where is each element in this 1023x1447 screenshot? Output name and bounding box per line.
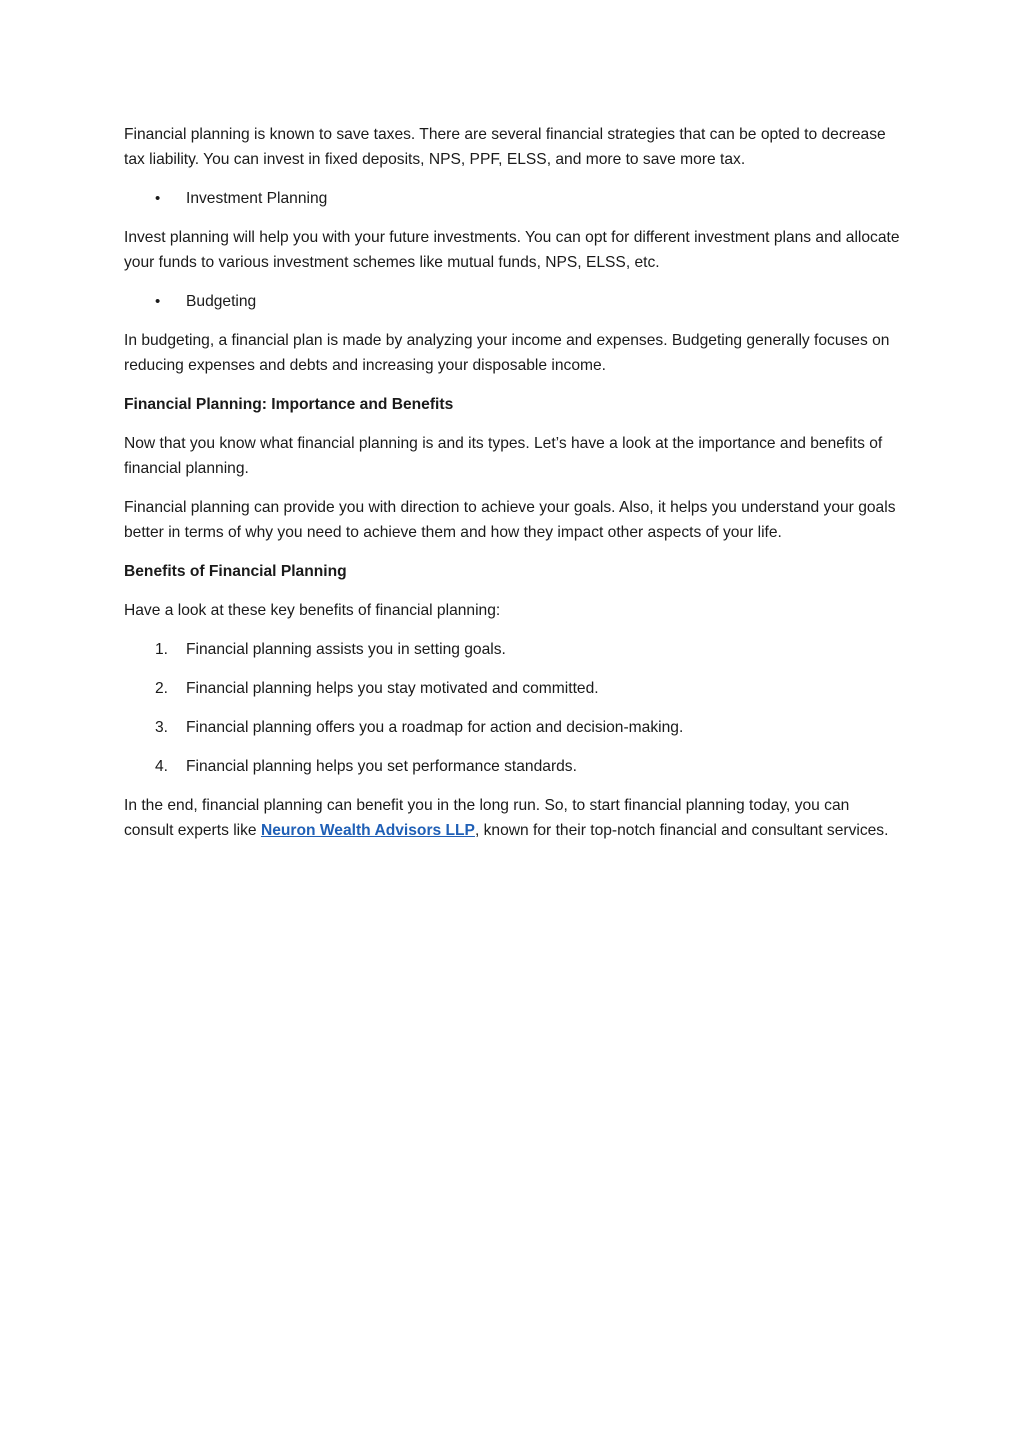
bullet-icon: • [155, 190, 161, 207]
heading-importance-benefits: Financial Planning: Importance and Benefits [124, 396, 454, 413]
list-number: 4. [155, 758, 169, 775]
benefit-text: Financial planning helps you stay motivated and committed. [186, 680, 599, 697]
list-number: 3. [155, 719, 169, 736]
neuron-wealth-advisors-link[interactable]: Neuron Wealth Advisors LLP [260, 822, 475, 839]
paragraph-direction: Financial planning can provide you with direction to achieve your goals. Also, it helps you understand your goals better in terms of why you need to achieve them and how they impact other aspects of your life. [124, 499, 896, 541]
paragraph-tax-savings: Financial planning is known to save taxes. There are several financial strategies that can be opted to decrease tax liability. You can invest in fixed deposits, NPS, PPF, ELSS, and more to save more tax. [124, 126, 886, 168]
list-item [124, 754, 902, 779]
paragraph-investment-planning: Invest planning will help you with your future investments. You can opt for different investment plans and allocate your funds to various investment schemes like mutual funds, NPS, ELSS, etc. [124, 229, 900, 271]
paragraph-closing [124, 793, 902, 843]
list-item [124, 186, 902, 211]
list-item [124, 289, 902, 314]
paragraph-importance-intro: Now that you know what financial planning is and its types. Let’s have a look at the importance and benefits of financial planning. [124, 435, 883, 477]
heading-benefits: Benefits of Financial Planning [124, 563, 347, 580]
bullet-list-investment [124, 186, 902, 211]
bullet-item-investment-planning: Investment Planning [186, 190, 328, 207]
closing-text-after-link: , known for their top-notch financial and consultant services. [474, 822, 889, 839]
paragraph-budgeting: In budgeting, a financial plan is made by analyzing your income and expenses. Budgeting generally focuses on reducing expenses and debts and increasing your disposable income. [124, 332, 890, 374]
benefit-text: Financial planning assists you in setting goals. [186, 641, 506, 658]
list-number: 2. [155, 680, 169, 697]
closing-text-before-link: In the end, financial planning can benefit you in the long run. So, to start financial planning today, you can consult experts like [124, 797, 850, 839]
benefit-text: Financial planning offers you a roadmap for action and decision-making. [186, 719, 684, 736]
benefits-list [124, 637, 902, 779]
list-item [124, 637, 902, 662]
document-body [124, 122, 902, 857]
benefit-text: Financial planning helps you set performance standards. [186, 758, 577, 775]
list-number: 1. [155, 641, 169, 658]
list-item [124, 676, 902, 701]
bullet-icon: • [155, 293, 161, 310]
bullet-list-budgeting [124, 289, 902, 314]
list-item [124, 715, 902, 740]
bullet-item-budgeting: Budgeting [186, 293, 257, 310]
paragraph-benefits-intro: Have a look at these key benefits of financial planning: [124, 602, 501, 619]
